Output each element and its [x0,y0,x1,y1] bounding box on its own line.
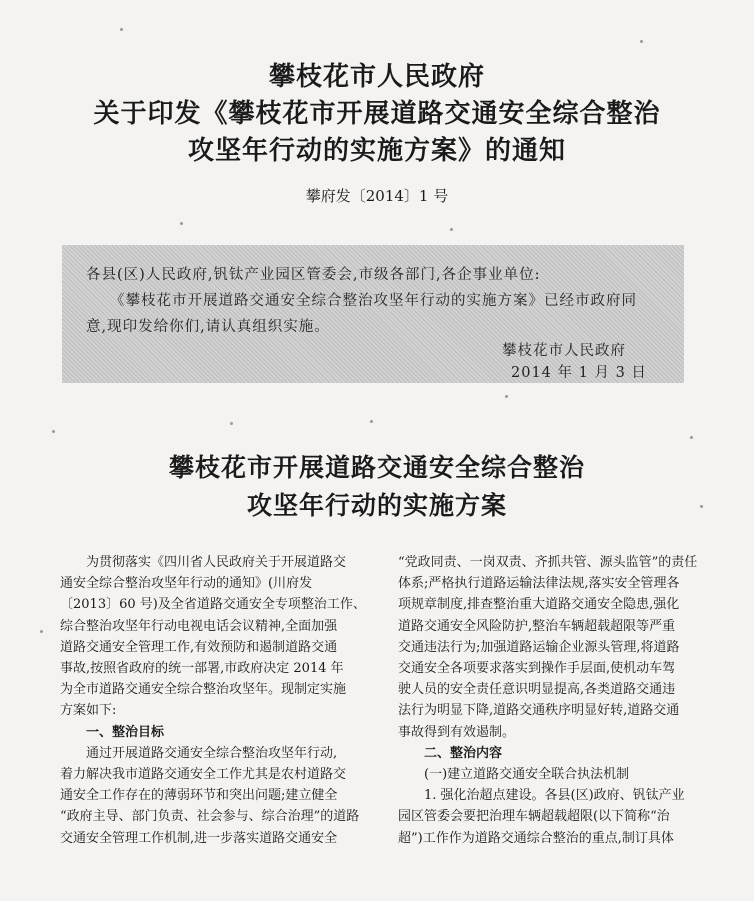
paragraph-line: “党政同责、一岗双责、齐抓共管、源头监管”的责任 [398,555,698,570]
paragraph-line: 驶人员的安全责任意识明显提高,各类道路交通违 [398,682,676,698]
scan-speck [180,222,183,225]
paragraph-line: 项规章制度,排查整治重大道路交通安全隐患,强化 [398,597,680,613]
scan-speck [640,40,643,43]
paragraph-line: 1. 强化治超点建设。各县(区)政府、钒钛产业 [424,788,685,804]
paragraph-line: 交通安全各项要求落实到操作手层面,使机动车驾 [398,661,676,677]
paragraph-line: “政府主导、部门负责、社会参与、综合治理”的道路 [60,809,360,825]
scan-speck [120,28,123,31]
notice-box [62,245,684,383]
scan-speck [230,422,233,425]
plan-title-line-1: 攀枝花市开展道路交通安全综合整治 [168,453,585,482]
paragraph-line: 通过开展道路交通安全综合整治攻坚年行动, [86,745,338,761]
paragraph-line: 道路交通安全管理工作,有效预防和遏制道路交通 [60,639,338,655]
scan-speck [505,395,508,398]
paragraph-line: 综合整治攻坚年行动电视电话会议精神,全面加强 [60,618,338,634]
paragraph-line: 通安全工作存在的薄弱环节和突出问题;建立健全 [60,788,338,804]
scan-speck [690,436,693,439]
section-heading: 二、整治内容 [424,745,503,761]
paragraph-line: 超”)工作作为道路交通综合整治的重点,制订具体 [398,830,674,846]
header-title-line-2: 关于印发《攀枝花市开展道路交通安全综合整治 [93,99,661,129]
notice-signer: 攀枝花市人民政府 [502,343,626,359]
paragraph-line: 交通违法行为;加强道路运输企业源头管理,将道路 [398,639,680,655]
paragraph-line: 事故,按照省政府的统一部署,市政府决定 2014 年 [60,661,344,677]
paragraph-line: 道路交通安全风险防护,整治车辆超载超限等严重 [398,618,676,634]
scan-speck [52,430,55,433]
header-title-line-1: 攀枝花市人民政府 [268,62,485,92]
section-heading: 一、整治目标 [86,724,165,740]
paragraph-line: 着力解决我市道路交通安全工作尤其是农村道路交 [60,767,347,783]
paragraph-line: 为贯彻落实《四川省人民政府关于开展道路交 [86,555,347,570]
right-column [398,552,718,849]
scan-speck [40,630,43,633]
scan-speck [370,420,373,423]
paragraph-line: 〔2013〕60 号)及全省道路交通安全专项整治工作、 [60,597,366,613]
paragraph-line: 通安全综合整治攻坚年行动的通知》(川府发 [60,576,313,592]
paragraph-line: 事故得到有效遏制。 [398,724,516,740]
left-column [60,552,380,849]
notice-addressee: 各县(区)人民政府,钒钛产业园区管委会,市级各部门,各企事业单位: [86,267,541,283]
header-title-line-3: 攻坚年行动的实施方案》的通知 [187,136,566,166]
document-number: 攀府发〔2014〕1 号 [305,187,449,205]
paragraph-line: 法行为明显下降,道路交通秩序明显好转,道路交通 [398,703,680,719]
plan-title-line-2: 攻坚年行动的实施方案 [246,491,507,520]
paragraph-line: 方案如下: [60,703,117,719]
paragraph-line: 体系;严格执行道路运输法律法规,落实安全管理各 [398,576,680,592]
scan-speck [450,228,453,231]
subsection-heading: (一)建立道路交通安全联合执法机制 [424,767,630,783]
scan-speck [700,505,703,508]
notice-body-line-2: 意,现印发给你们,请认真组织实施。 [86,319,330,335]
paragraph-line: 园区管委会要把治理车辆超载超限(以下简称“治 [398,809,670,825]
notice-body-line-1: 《攀枝花市开展道路交通安全综合整治攻坚年行动的实施方案》已经市政府同 [110,293,637,309]
paragraph-line: 为全市道路交通安全综合整治攻坚年。现制定实施 [60,682,347,698]
paragraph-line: 交通安全管理工作机制,进一步落实道路交通安全 [60,830,338,846]
notice-date: 2014 年 1 月 3 日 [511,365,647,381]
